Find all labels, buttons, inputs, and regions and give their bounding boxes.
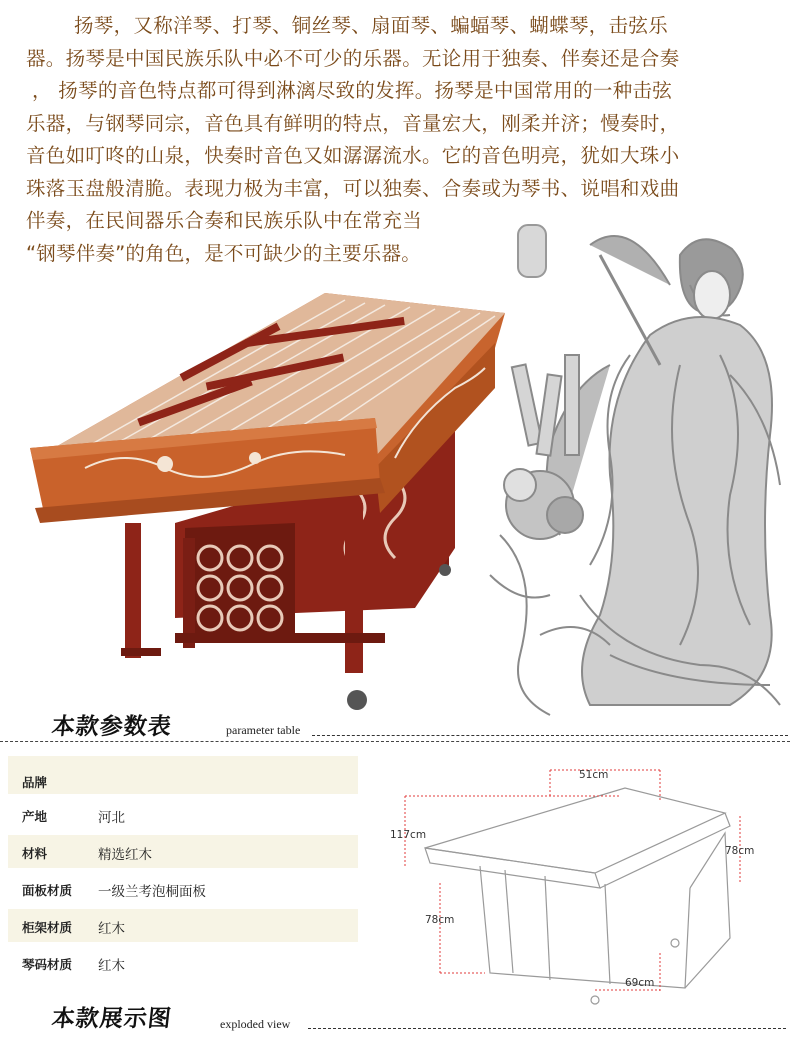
dim-height-label: 78cm <box>425 914 455 926</box>
display-subtitle: exploded view <box>220 1017 291 1031</box>
dimension-diagram <box>385 758 785 1013</box>
table-row <box>8 872 358 905</box>
display-section-header <box>0 998 790 1038</box>
parameter-section-header <box>0 706 790 746</box>
param-value: 河北 <box>98 810 125 826</box>
intro-line: 扬琴，又称洋琴、打琴、铜丝琴、扇面琴、蝙蝠琴、蝴蝶琴，击弦乐 <box>74 14 669 37</box>
param-label: 材料 <box>22 846 48 861</box>
section-divider <box>0 741 790 742</box>
display-title: 本款展示图 <box>50 1006 174 1032</box>
table-row <box>8 835 358 868</box>
param-label: 琴码材质 <box>22 957 73 972</box>
parameter-subtitle: parameter table <box>226 723 301 737</box>
dim-depth-label: 78cm <box>725 845 755 857</box>
param-label: 品牌 <box>22 775 48 790</box>
parameter-table <box>8 756 358 983</box>
header-divider <box>312 735 788 736</box>
intro-line: 音色如叮咚的山泉，快奏时音色又如潺潺流水。它的音色明亮，犹如大珠小 <box>26 144 680 167</box>
dim-length-label: 117cm <box>390 829 427 841</box>
param-value: 精选红木 <box>98 847 152 863</box>
parameter-title: 本款参数表 <box>50 714 174 740</box>
dim-width-label: 51cm <box>579 769 609 781</box>
table-row <box>8 946 358 979</box>
param-label: 产地 <box>22 809 48 824</box>
param-value: 红木 <box>98 921 125 937</box>
param-value: 一级兰考泡桐面板 <box>98 884 206 900</box>
intro-line: 器。扬琴是中国民族乐队中必不可少的乐器。无论用于独奏、伴奏还是合奏 <box>26 46 680 70</box>
param-label: 面板材质 <box>22 883 73 898</box>
table-row <box>8 756 358 794</box>
table-row <box>8 798 358 831</box>
intro-line: 珠落玉盘般清脆。表现力极为丰富，可以独奏、合奏或为琴书、说唱和戏曲 <box>26 176 680 200</box>
intro-line: “钢琴伴奏”的角色，是不可缺少的主要乐器。 <box>26 241 421 265</box>
intro-line: 乐器，与钢琴同宗，音色具有鲜明的特点，音量宏大，刚柔并济；慢奏时， <box>26 111 680 135</box>
lady-illustration <box>480 215 790 725</box>
intro-line: 伴奏，在民间器乐合奏和民族乐队中在常充当 <box>26 209 423 232</box>
param-label: 柜架材质 <box>22 920 73 935</box>
table-row <box>8 909 358 942</box>
intro-line: ， 扬琴的音色特点都可得到淋漓尽致的发挥。扬琴是中国常用的一种击弦 <box>32 79 673 102</box>
dim-bottom-depth-label: 69cm <box>625 977 655 989</box>
header-divider <box>308 1028 786 1029</box>
param-value: 红木 <box>98 958 125 974</box>
yangqin-photo <box>25 288 515 718</box>
